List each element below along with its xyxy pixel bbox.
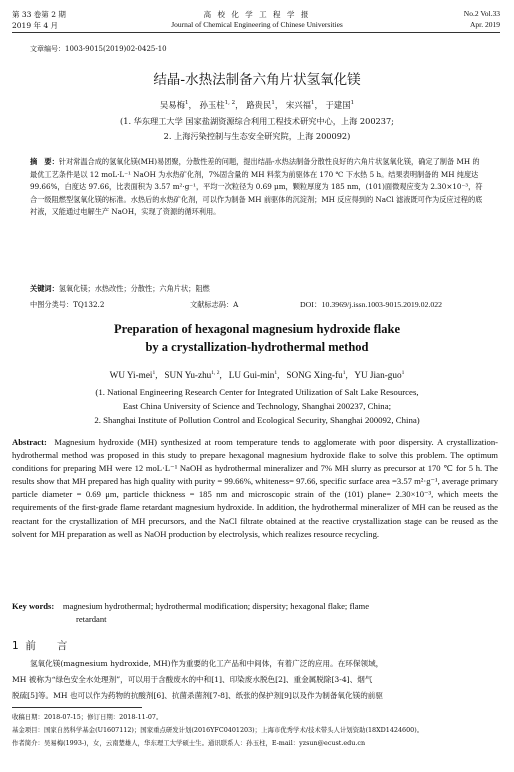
author-cn-4: 宋兴福	[285, 100, 311, 110]
journal-volume-issue: 第 33 卷第 2 期	[12, 10, 66, 19]
header-rule	[12, 32, 500, 33]
footnote-received: 收稿日期：2018-07-15；修订日期：2018-11-07。	[12, 713, 163, 721]
affiliation-en-1: (1. National Engineering Research Center for Integrated Utilization of Salt Lake Resources,	[95, 387, 419, 397]
author-en-1: WU Yi-mei	[109, 370, 153, 381]
section-title: 前 言	[25, 640, 68, 652]
title-en-line1: Preparation of hexagonal magnesium hydroxide flake	[113, 322, 400, 336]
abstract-en	[12, 436, 498, 541]
footnote-rule	[12, 707, 142, 708]
author-cn-5: 于建国	[325, 100, 351, 110]
affiliation-en-2: East China University of Science and Technology, Shanghai 200237, China;	[122, 401, 392, 411]
section-body-line2: MH 被称为“绿色安全水处理剂”，可以用于含酸废水的中和[1]、印染废水脱色[2]、重金属脱除[3-4]、烟气	[12, 675, 373, 684]
section-number: 1	[12, 640, 19, 652]
article-id: 文章编号：1003-9015(2019)02-0425-10	[30, 45, 167, 53]
doi: DOI：10.3969/j.issn.1003-9015.2019.02.022	[300, 300, 443, 309]
abstract-cn-text: 针对常温合成的氢氧化镁(MH)易团聚，分散性差的问题，提出结晶-水热法制备分散性良好的六角片状氢氧化镁，确定了制备 MH 的最优工艺条件是以 12 moL·L⁻¹ NaOH 为水热矿化剂，7%固含量的 MH 料浆为前驱体在 170 ℃ 下水热 5 h。结果表明制备的 MH 纯度达 99.66%，白度达 97.66，比表面积为 3.57 m²·g⁻¹，平均一次粒径为 0.69 μm，颗粒厚度为 185 nm，(101)面微观应变为 2.30×10⁻³，符合一级阻燃型氢氧化镁的标准。水热后的水热矿化剂，可以作为制备 MH 前驱体的沉淀剂；MH 反应得到的 NaCl 滤液既可作为反应过程的底衬液，又能通过电解生产 NaOH，实现了资源的循环利用。	[30, 157, 483, 217]
title-cn: 结晶-水热法制备六角片状氢氧化镁	[153, 72, 361, 88]
affiliation-en-3: 2. Shanghai Institute of Pollution Control and Ecological Security, Shanghai 200092, China)	[94, 415, 420, 425]
keywords-en-continued: retardant	[76, 614, 107, 624]
journal-month-year: Apr. 2019	[470, 20, 500, 29]
journal-name-en: Journal of Chemical Engineering of Chinese Universities	[171, 20, 343, 29]
abstract-en-label: Abstract:	[12, 437, 47, 447]
author-en-4: SONG Xing-fu	[286, 370, 343, 381]
authors-cn: 吴易梅$^1$， 孙玉柱$^{1, 2}$， 路贵民$^1$， 宋兴福$^1$， 于建国$^1$	[159, 100, 355, 110]
document-code: 文献标志码：A	[190, 300, 239, 309]
keywords-en: Key words: magnesium hydrothermal; hydrothermal modification; dispersity; hexagonal flake; flame	[12, 601, 370, 611]
author-en-3: LU Gui-min	[228, 370, 275, 381]
author-cn-3: 路贵民	[246, 100, 272, 110]
author-en-5: YU Jian-guo	[354, 370, 402, 381]
author-en-2: SUN Yu-zhu	[164, 370, 212, 381]
abstract-en-text: Magnesium hydroxide (MH) synthesized at room temperature tends to agglomerate with poor dispersity. A crystallization-hydrothermal method was proposed in this study to prepare hexagonal magnesium hydroxide flake to solve this problem. The optimum conditions for preparing MH were 12 moL·L⁻¹ NaOH as hydrothermal mineralizer and 7% MH slurry as precursor at 170 ℃ for 5 h. The results show that MH prepared has high quality with purity = 99.66%, whiteness= 97.66, specific surface area =3.57 m²·g⁻¹, average primary particle diameter = 0.69 μm, particle thickness = 185 nm and microscopic strain of the (101) plane= 2.30×10⁻³, which meets the requirements of the first-grade flame retardant magnesium hydroxide. In addition, the hydrothermal mineralizer of MH can be reused as the reactant for the crystallization of MH precursors, and the NaCl filtrate obtained at the reactive crystallization stage can be reused as the solvent for MH preparation as well as NaOH production by electrolysis, which realizes resource recycling.	[12, 437, 498, 539]
abstract-cn	[30, 156, 486, 219]
authors-en: WU Yi-mei$^1$, SUN Yu-zhu$^{1, 2}$, LU Gui-$\min^1$, SONG Xing-$fu^1$, YU Jian-guo$^1$	[109, 370, 405, 381]
journal-date: 2019 年 4 月	[12, 21, 59, 30]
affiliation-cn-2: 2. 上海污染控制与生态安全研究院，上海 200092)	[163, 131, 351, 141]
clc-number: 中图分类号：TQ132.2	[30, 300, 105, 309]
section-heading	[12, 638, 67, 653]
author-cn-2: 孙玉柱	[199, 100, 225, 110]
section-body-line3: 脱硫[5]等。MH 也可以作为药物的抗酸剂[6]、抗菌杀菌剂[7-8]、纸张的保护剂[9]以及作为制备氧化镁的前驱	[12, 691, 383, 700]
author-cn-1: 吴易梅	[159, 100, 185, 110]
keywords-cn: 关键词：氢氧化镁；水热改性；分散性；六角片状；阻燃	[30, 284, 210, 293]
section-body-line1: 氢氧化镁(magnesium hydroxide, MH)作为重要的化工产品和中间体，有着广泛的应用。在环保领域，	[30, 659, 384, 668]
footnote-author-bio: 作者简介：吴易梅(1993-)，女，云南楚雄人，华东理工大学硕士生。通讯联系人：孙玉柱，E-mail：yzsun@ecust.edu.cn	[12, 739, 366, 747]
keywords-en-label: Key words:	[12, 601, 55, 611]
title-en-line2: by a crystallization-hydrothermal method	[145, 340, 369, 354]
affiliation-cn-1: (1. 华东理工大学 国家盐湖资源综合利用工程技术研究中心，上海 200237;	[120, 116, 394, 126]
journal-name-cn: 高 校 化 学 工 程 学 报	[203, 10, 311, 19]
footnote-funding: 基金项目：国家自然科学基金(U1607112)；国家重点研发计划(2016YFC0401203)；上海市优秀学术/技术带头人计划资助(18XD1424600)。	[12, 726, 424, 734]
journal-number-volume: No.2 Vol.33	[463, 9, 500, 18]
abstract-cn-label: 摘 要：	[30, 157, 59, 166]
